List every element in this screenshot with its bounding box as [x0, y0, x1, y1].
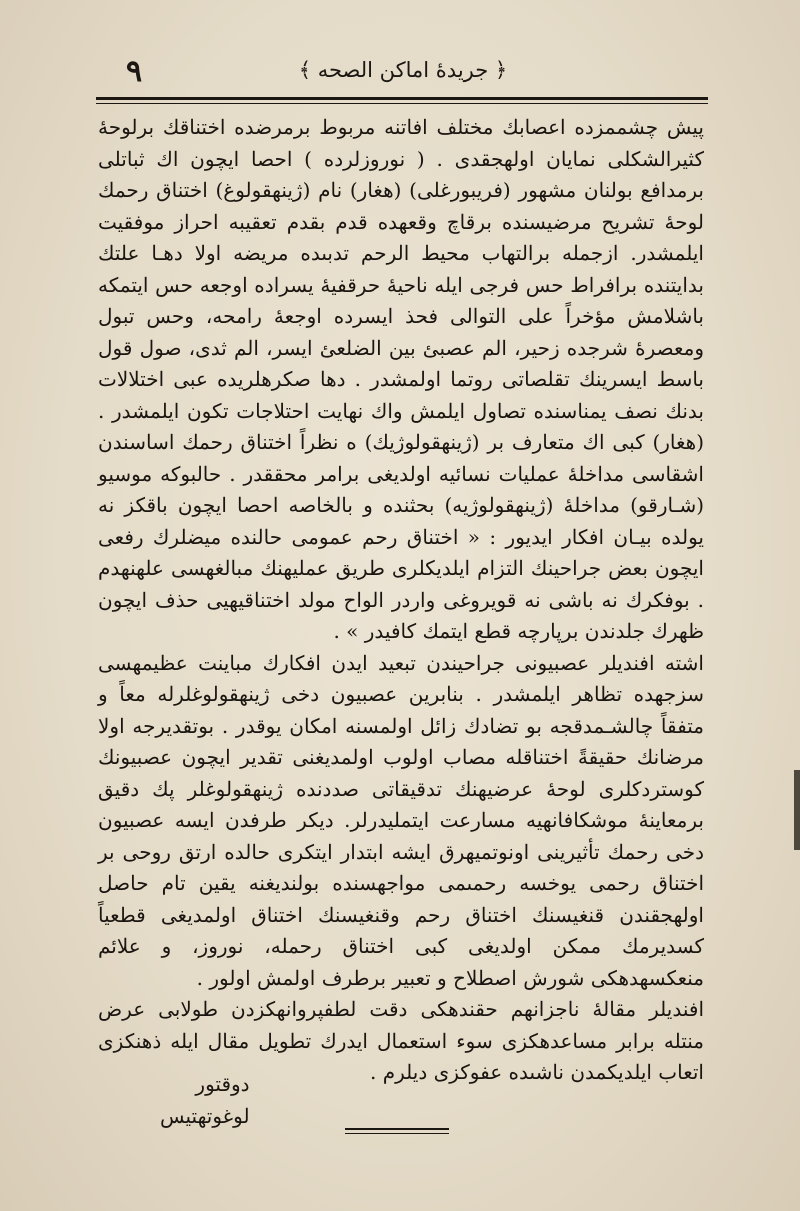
header-rule-thin — [96, 103, 708, 104]
paragraph-2: اشته افنديلر عصبيونى جراحيندن تبعيد ايدن افكارك مباينت عظيمهسى سزجهده تظاهر ايلمشدر . بنابرين عصبيون دخى ژينهقولوغلرله معاً و متفقاً چالشـمدقجه بو تضادك زائل اولمسنه امكان يوقدر . بوتقديرجه اولا مرضانك حقيقةً اختناقله مصاب اولوب اولمديغنى تقدير ايچون عصبيونك كوستردكلرى لوحۀ عرضيهنك تدقيقاتى صددنده ژينهقولوغلر پك دقيق برمعاينۀ موشكافانهيه مسارعت ايتمليدرلر. ديكر طرفدن ايسه عصبيون دخى رحمك تأثيرينى اونوتميهرق ايشه ابتدار ايتكرى حالده ارتق روحى بر اختناق رحمى يوخسه رحمىمى مواجهسنده بولنديغنه يقين تام حاصل اولهجقندن قنغيسنك اختناق رحم وقنغيسنك اختناق اولمديغى قطعياً كسديرمك ممكن اولديغى كبى اختناق رحمله، نوروز، و علائم منعكسهدهكى شورش اصطلاح و تعبير برطرف اولمش اولور . — [98, 650, 704, 990]
paragraph-1: پيش چشممزده اعصابك مختلف افاتنه مربوط برمرضده اختناقك برلوحۀ كثيرالشكلى نمايان اولهجقدى . ( نوروزلرده ) احصا ايچون اك ثباتلى برمدافع بولنان مشهور (فريبورغلى) (هغار) نام (ژينهقولوغ) اختناق رحمك لوحۀ تشريح مرضيسنده برقاچ وقعهده قدم بقدم تعقيبه احراز موفقيت ايلمشدر. ازجمله برالتهاب محيط الرحم تدبىده مريضه اولا دهـا علتك بدايتنده برافراط حس فرجى ايله ناحيۀ حرقفيۀ يسراده اوجعه حس ايتمكه باشلامش مؤخراً على التوالى فحذ ايسرده اوجعۀ رامحه، وحس تبول ومعصرۀ شرجده زحير، الم عصبئ بين الضلعئ ايسر، الم ثدى، صول قول باسط ايسرينك تقلصاتى روتما اولمشدر . دها صكرهلريده عبى اختلالات بدنك نصف يمناسنده تصاول ايلمش واك نهايت احتلاجات تكون ايلمشدر . (هغار) كبى اك متعارف بر (ژينهقولوژيك) ه نظراً اختناق رحمك اساسندن اشقاسى مداخلۀ عمليات نسائيه اولديغى برامر محققدر . حالبوكه موسيو (شـارقو) مداخلۀ (ژينهقولوژيه) بحثنده و بالخاصه احصا ايچون باقكز نه يولده بيـان افكار ايديور : « اختناق رحم عمومى حالنده ميضلرك رفعى ايچون بعض جراحينك التزام ايلديكلرى طريق عمليهنك مبالغهسى علهنهدم . بوفكرك نه باشى نه قويروغى واردر الواح مولد اختناقيهيى حذف ايچون ظهرك جلدندن برپارچه قطع ايتمك كافيدر » . — [98, 115, 705, 643]
paragraph-3: افنديلر مقالۀ ناجزانهم حقندهكى دقت لطفپروانهكزدن طولابى عرض منتله برابر مساعدهكزى سوء استعمال ايدرك تطويل مقال ايله ذهنكزى اتعاب ايلديكمدن ناشىده عفوكزى ديلرم . — [98, 997, 704, 1084]
article-body — [98, 112, 704, 1089]
page-edge-mark — [794, 770, 800, 850]
signature-name: لوغوتهتيس — [160, 1104, 250, 1128]
page-header — [98, 52, 708, 92]
end-rule-thin — [345, 1133, 449, 1134]
page-number: ٩ — [126, 54, 143, 89]
running-title: ﴿ جريدۀ اماكن الصحه ﴾ — [298, 58, 508, 82]
header-rule-thick — [96, 97, 708, 100]
signature-title: دوقتور — [195, 1072, 250, 1096]
end-rule-thick — [345, 1128, 449, 1130]
signature — [160, 1068, 250, 1132]
